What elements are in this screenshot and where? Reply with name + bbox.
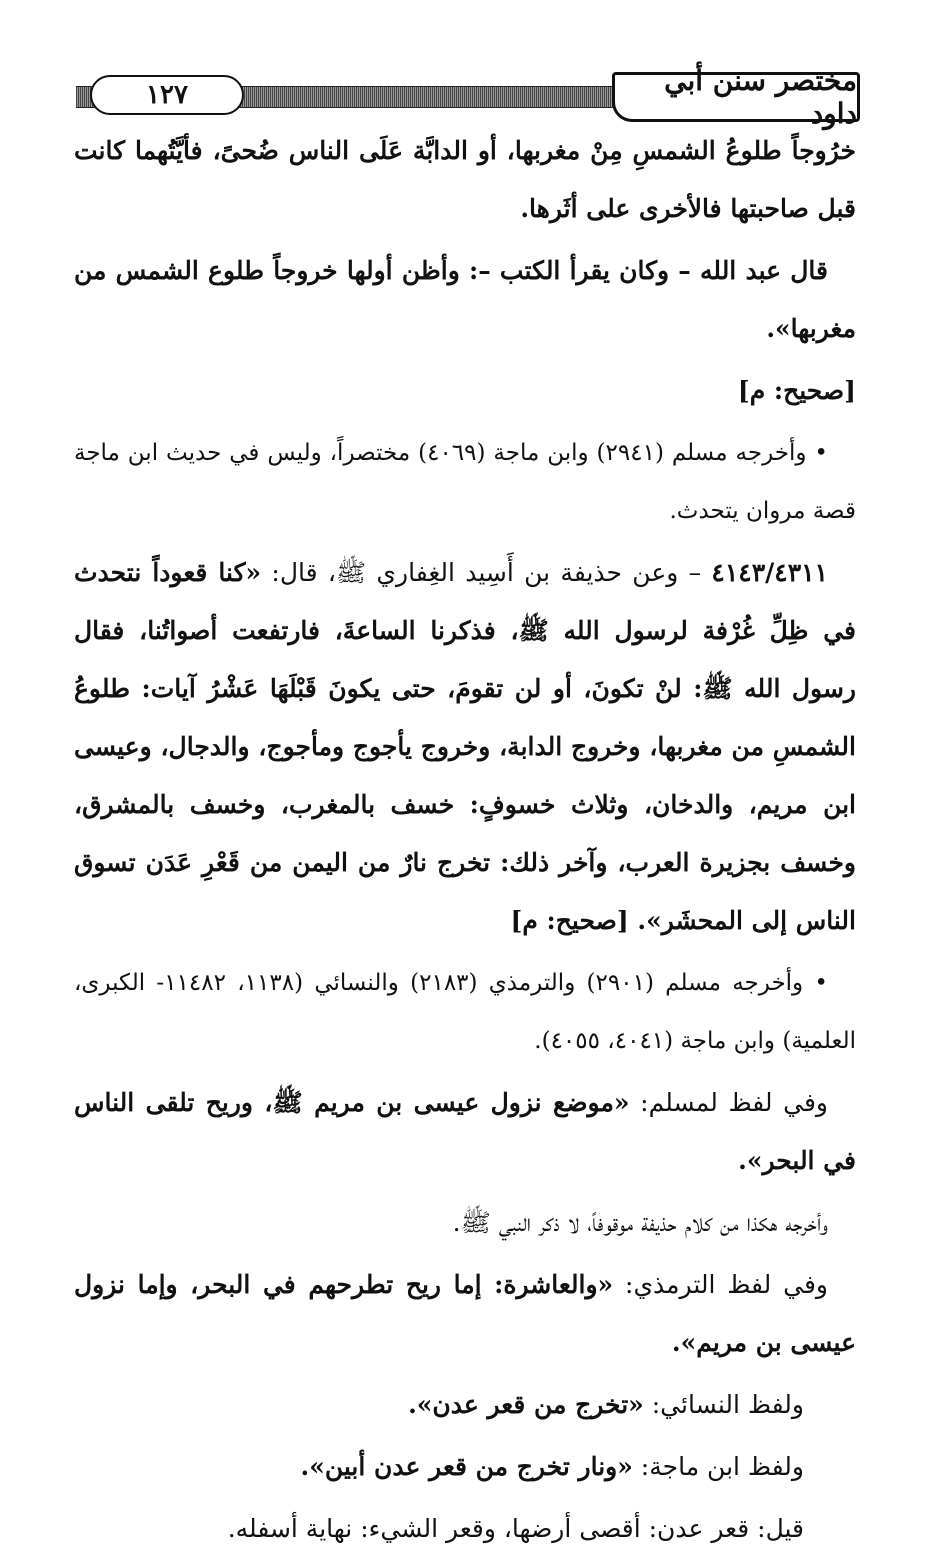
hadith-isnad: – وعن حذيفة بن أَسِيد الغِفاري ﷺ، قال: xyxy=(261,558,712,587)
ibn-majah-wording xyxy=(74,1438,856,1496)
ibn-majah-wording-label: ولفظ ابن ماجة: xyxy=(632,1452,804,1481)
tirmidhi-wording-text: «والعاشرة: إما ريح تطرحهم في البحر، وإما نزول عيسى بن مريم». xyxy=(74,1270,856,1357)
page-number: ١٢٧ xyxy=(90,75,244,115)
hadith-number: ٤١٤٣/٤٣١١ xyxy=(711,558,828,587)
muslim-wording-text: «موضع نزول عيسى بن مريم ﷺ، وريح تلقى الناس في البحر». xyxy=(74,1088,856,1175)
takhrij-note-1: • وأخرجه مسلم (٢٩٤١) وابن ماجة (٤٠٦٩) مختصراً، وليس في حديث ابن ماجة قصة مروان يتحدث. xyxy=(74,440,856,524)
mawquf-note: وأخرجه هكذا من كلام حذيفة موقوفاً، لا ذكر النبي ﷺ. xyxy=(452,1208,828,1237)
muslim-wording-label: وفي لفظ لمسلم: xyxy=(629,1088,828,1117)
paragraph-1: خرُوجاً طلوعُ الشمسِ مِنْ مغربها، أو الدابَّة عَلَى الناس ضُحىً، فأيَّتُهما كانت قبل صاحبتها فالأخرى على أثَرها. xyxy=(74,136,856,223)
tirmidhi-wording xyxy=(74,1256,856,1372)
definition-note: قيل: قعر عدن: أقصى أرضها، وقعر الشيء: نهاية أسفله. xyxy=(227,1514,804,1543)
book-title: مختصر سنن أبي داود xyxy=(612,72,860,122)
muslim-wording xyxy=(74,1074,856,1190)
nasai-wording-label: ولفظ النسائي: xyxy=(643,1390,804,1419)
tirmidhi-wording-label: وفي لفظ الترمذي: xyxy=(613,1270,829,1299)
takhrij-note-2: • وأخرجه مسلم (٢٩٠١) والترمذي (٢١٨٣) والنسائي (١١٣٨، ١١٤٨٢- الكبرى، العلمية) وابن ماجة (٤٠٤١، ٤٠٥٥). xyxy=(74,970,856,1054)
nasai-wording xyxy=(74,1376,856,1434)
ibn-majah-wording-text: «ونار تخرج من قعر عدن أبين». xyxy=(300,1452,633,1481)
hadith-matn: «كنا قعوداً نتحدث في ظِلِّ غُرْفة لرسول الله ﷺ، فذكرنا الساعةَ، فارتفعت أصواتُنا، فقال رسول الله ﷺ: لنْ تكونَ، أو لن تقومَ، حتى يكونَ قَبْلَهَا عَشْرُ آيات: طلوعُ الشمسِ من مغربها، وخروج الدابة، وخروج يأجوج ومأجوج، والدجال، وعيسى ابن مريم، والدخان، وثلاث خسوفٍ: خسف بالمغرب، وخسف بالمشرق، وخسف بجزيرة العرب، وآخر ذلك: تخرج نارٌ من اليمن من قَعْرِ عَدَن تسوق الناس إلى المحشَر». xyxy=(74,558,856,935)
hadith-paragraph xyxy=(74,544,856,950)
nasai-wording-text: «تخرج من قعر عدن». xyxy=(408,1390,644,1419)
page-body xyxy=(74,122,856,1562)
paragraph-2: قال عبد الله – وكان يقرأ الكتب –: وأظن أولها خروجاً طلوع الشمس من مغربها». xyxy=(74,256,856,343)
hadith-grading: [صحيح: م] xyxy=(510,906,638,935)
page-header xyxy=(76,64,857,130)
grading-label: [صحيح: م] xyxy=(737,376,856,405)
